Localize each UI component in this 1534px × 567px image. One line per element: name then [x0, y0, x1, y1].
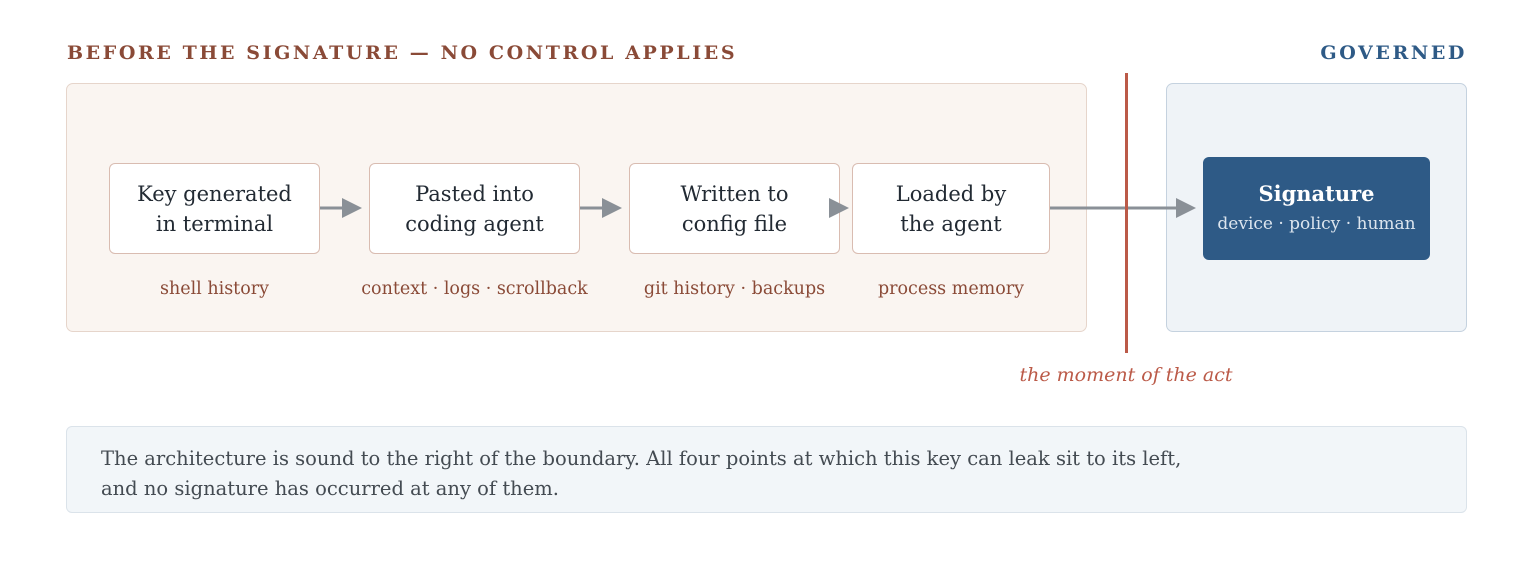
step-loaded-by-agent: [852, 163, 1050, 254]
step-written-to-config: [629, 163, 840, 254]
step-written-to-config-label: Written to config file: [680, 181, 789, 236]
leak-point-process-memory: process memory: [877, 279, 1025, 299]
step-pasted-into-agent: [369, 163, 580, 254]
explanation-note-text: The architecture is sound to the right of the boundary. All four points at which this key can leak sit to its left, and no signature has occurred at any of them.: [101, 447, 1182, 500]
signature-subtitle: device · policy · human: [1217, 214, 1416, 234]
step-key-generated: [109, 163, 320, 254]
boundary-label: the moment of the act: [1019, 364, 1233, 386]
step-pasted-into-agent-label: Pasted into coding agent: [405, 181, 544, 236]
ungoverned-zone-heading: BEFORE THE SIGNATURE — NO CONTROL APPLIES: [67, 42, 738, 64]
leak-point-shell-history: shell history: [159, 279, 270, 299]
leak-point-git-history: git history · backups: [643, 279, 826, 299]
signature-box: [1203, 157, 1430, 260]
step-key-generated-label: Key generated in terminal: [137, 181, 292, 236]
leak-point-context-logs: context · logs · scrollback: [361, 279, 588, 299]
governed-zone-heading: GOVERNED: [1320, 42, 1467, 64]
step-loaded-by-agent-label: Loaded by the agent: [895, 181, 1007, 236]
signature-title: Signature: [1258, 181, 1375, 206]
boundary-line: [1125, 73, 1128, 353]
explanation-note: [66, 426, 1467, 513]
